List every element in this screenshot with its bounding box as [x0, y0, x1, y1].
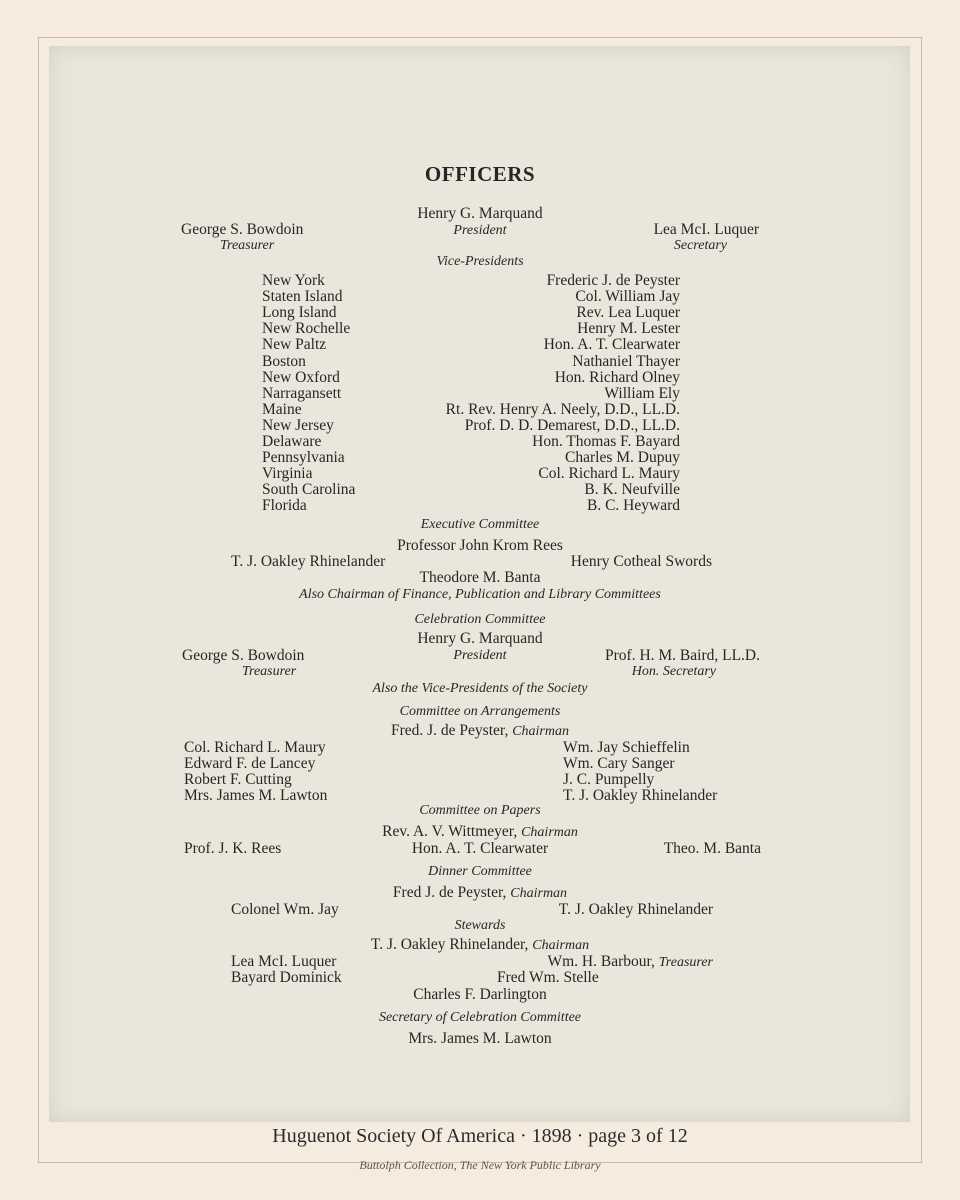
- secretary-label: Secretary: [673, 238, 727, 253]
- papers-middle: Hon. A. T. Clearwater: [411, 840, 549, 857]
- vp-name: Rev. Lea Luquer: [576, 304, 680, 321]
- stewards-right-1-label: Treasurer: [658, 955, 713, 970]
- celebration-secretary-label: Hon. Secretary: [631, 664, 716, 679]
- treasurer-label: Treasurer: [220, 238, 275, 253]
- vp-place: New Rochelle: [262, 320, 351, 337]
- secretary-name: Lea McI. Luquer: [653, 221, 759, 238]
- vp-name: Frederic J. de Peyster: [546, 272, 680, 289]
- secretary-celebration-name: Mrs. James M. Lawton: [408, 1030, 552, 1047]
- papers-right: Theo. M. Banta: [663, 840, 761, 857]
- vp-name: Nathaniel Thayer: [572, 353, 680, 370]
- vp-place: New Paltz: [262, 336, 327, 353]
- vice-presidents-heading: Vice-Presidents: [436, 254, 524, 269]
- arrangements-left-1: Col. Richard L. Maury: [184, 739, 326, 756]
- papers-chair-label: Chairman: [521, 825, 578, 840]
- vp-place: Florida: [262, 497, 307, 514]
- dinner-heading: Dinner Committee: [428, 864, 532, 879]
- vp-name: Hon. Thomas F. Bayard: [532, 433, 680, 450]
- stewards-left-1: Lea McI. Luquer: [231, 953, 337, 970]
- executive-line-3: Theodore M. Banta: [419, 569, 541, 586]
- president-label: President: [453, 223, 507, 238]
- secretary-celebration-heading: Secretary of Celebration Committee: [378, 1010, 582, 1025]
- executive-committee-heading: Executive Committee: [420, 517, 540, 532]
- page-title: OFFICERS: [424, 162, 536, 186]
- vp-place: Pennsylvania: [262, 449, 345, 466]
- vp-place: Staten Island: [262, 288, 343, 305]
- arrangements-right-4: T. J. Oakley Rhinelander: [563, 787, 718, 804]
- vp-name: B. C. Heyward: [587, 497, 680, 514]
- papers-left: Prof. J. K. Rees: [184, 840, 282, 857]
- arrangements-chair-label: Chairman: [512, 724, 569, 739]
- executive-note: Also Chairman of Finance, Publication and Library Committees: [299, 587, 661, 602]
- stewards-right-2: Fred Wm. Stelle: [497, 969, 599, 986]
- dinner-chair: [0, 884, 960, 902]
- stewards-chair-name: T. J. Oakley Rhinelander,: [370, 936, 529, 953]
- dinner-chair-label: Chairman: [510, 886, 568, 901]
- vp-place: Boston: [262, 353, 306, 370]
- executive-right: Henry Cotheal Swords: [570, 553, 712, 570]
- stewards-chair: [0, 936, 960, 954]
- executive-left: T. J. Oakley Rhinelander: [231, 553, 386, 570]
- arrangements-left-2: Edward F. de Lancey: [184, 755, 316, 772]
- arrangements-chair-name: Fred. J. de Peyster,: [390, 722, 509, 739]
- arrangements-right-3: J. C. Pumpelly: [563, 771, 655, 788]
- celebration-note: Also the Vice-Presidents of the Society: [372, 681, 588, 696]
- vp-place: New York: [262, 272, 325, 289]
- stewards-line: Charles F. Darlington: [413, 986, 547, 1003]
- papers-chair-name: Rev. A. V. Wittmeyer,: [382, 823, 518, 840]
- celebration-committee-heading: Celebration Committee: [414, 612, 546, 627]
- dinner-chair-name: Fred J. de Peyster,: [392, 884, 507, 901]
- arrangements-chair: [0, 722, 960, 740]
- executive-line-1: Professor John Krom Rees: [397, 537, 563, 554]
- celebration-president-label: President: [453, 648, 507, 663]
- vp-name: B. K. Neufville: [584, 481, 680, 498]
- vp-name: Col. William Jay: [575, 288, 680, 305]
- arrangements-right-2: Wm. Cary Sanger: [563, 755, 675, 772]
- vp-place: South Carolina: [262, 481, 356, 498]
- vp-place: Virginia: [262, 465, 313, 482]
- president-name: Henry G. Marquand: [417, 205, 543, 222]
- stewards-left-2: Bayard Dominick: [231, 969, 342, 986]
- vp-place: Long Island: [262, 304, 337, 321]
- vp-name: Hon. Richard Olney: [554, 369, 680, 386]
- vp-name: Col. Richard L. Maury: [538, 465, 680, 482]
- vp-place: New Jersey: [262, 417, 334, 434]
- celebration-president-name: Henry G. Marquand: [417, 630, 543, 647]
- vp-place: Narragansett: [262, 385, 342, 402]
- vp-place: New Oxford: [262, 369, 340, 386]
- vp-name: Charles M. Dupuy: [565, 449, 680, 466]
- dinner-right: T. J. Oakley Rhinelander: [558, 901, 713, 918]
- collection-credit: Buttolph Collection, The New York Public Library: [359, 1158, 601, 1172]
- dinner-left: Colonel Wm. Jay: [231, 901, 339, 918]
- page-caption: Huguenot Society Of America · 1898 · page 3 of 12: [272, 1125, 688, 1147]
- vp-name: William Ely: [604, 385, 680, 402]
- arrangements-left-3: Robert F. Cutting: [184, 771, 292, 788]
- arrangements-heading: Committee on Arrangements: [399, 704, 561, 719]
- celebration-secretary-name: Prof. H. M. Baird, LL.D.: [605, 647, 760, 664]
- arrangements-right-1: Wm. Jay Schieffelin: [563, 739, 690, 756]
- vp-name: Rt. Rev. Henry A. Neely, D.D., LL.D.: [445, 401, 680, 418]
- treasurer-name: George S. Bowdoin: [181, 221, 304, 238]
- papers-chair: [0, 823, 960, 841]
- vp-name: Hon. A. T. Clearwater: [543, 336, 680, 353]
- stewards-right-1-name: Wm. H. Barbour,: [547, 953, 655, 970]
- stewards-heading: Stewards: [454, 918, 506, 933]
- celebration-treasurer-label: Treasurer: [242, 664, 297, 679]
- papers-heading: Committee on Papers: [419, 803, 541, 818]
- vp-place: Delaware: [262, 433, 322, 450]
- celebration-treasurer-name: George S. Bowdoin: [182, 647, 305, 664]
- vp-name: Prof. D. D. Demarest, D.D., LL.D.: [464, 417, 680, 434]
- arrangements-left-4: Mrs. James M. Lawton: [184, 787, 328, 804]
- vp-place: Maine: [262, 401, 302, 418]
- vp-name: Henry M. Lester: [577, 320, 680, 337]
- stewards-chair-label: Chairman: [532, 938, 590, 953]
